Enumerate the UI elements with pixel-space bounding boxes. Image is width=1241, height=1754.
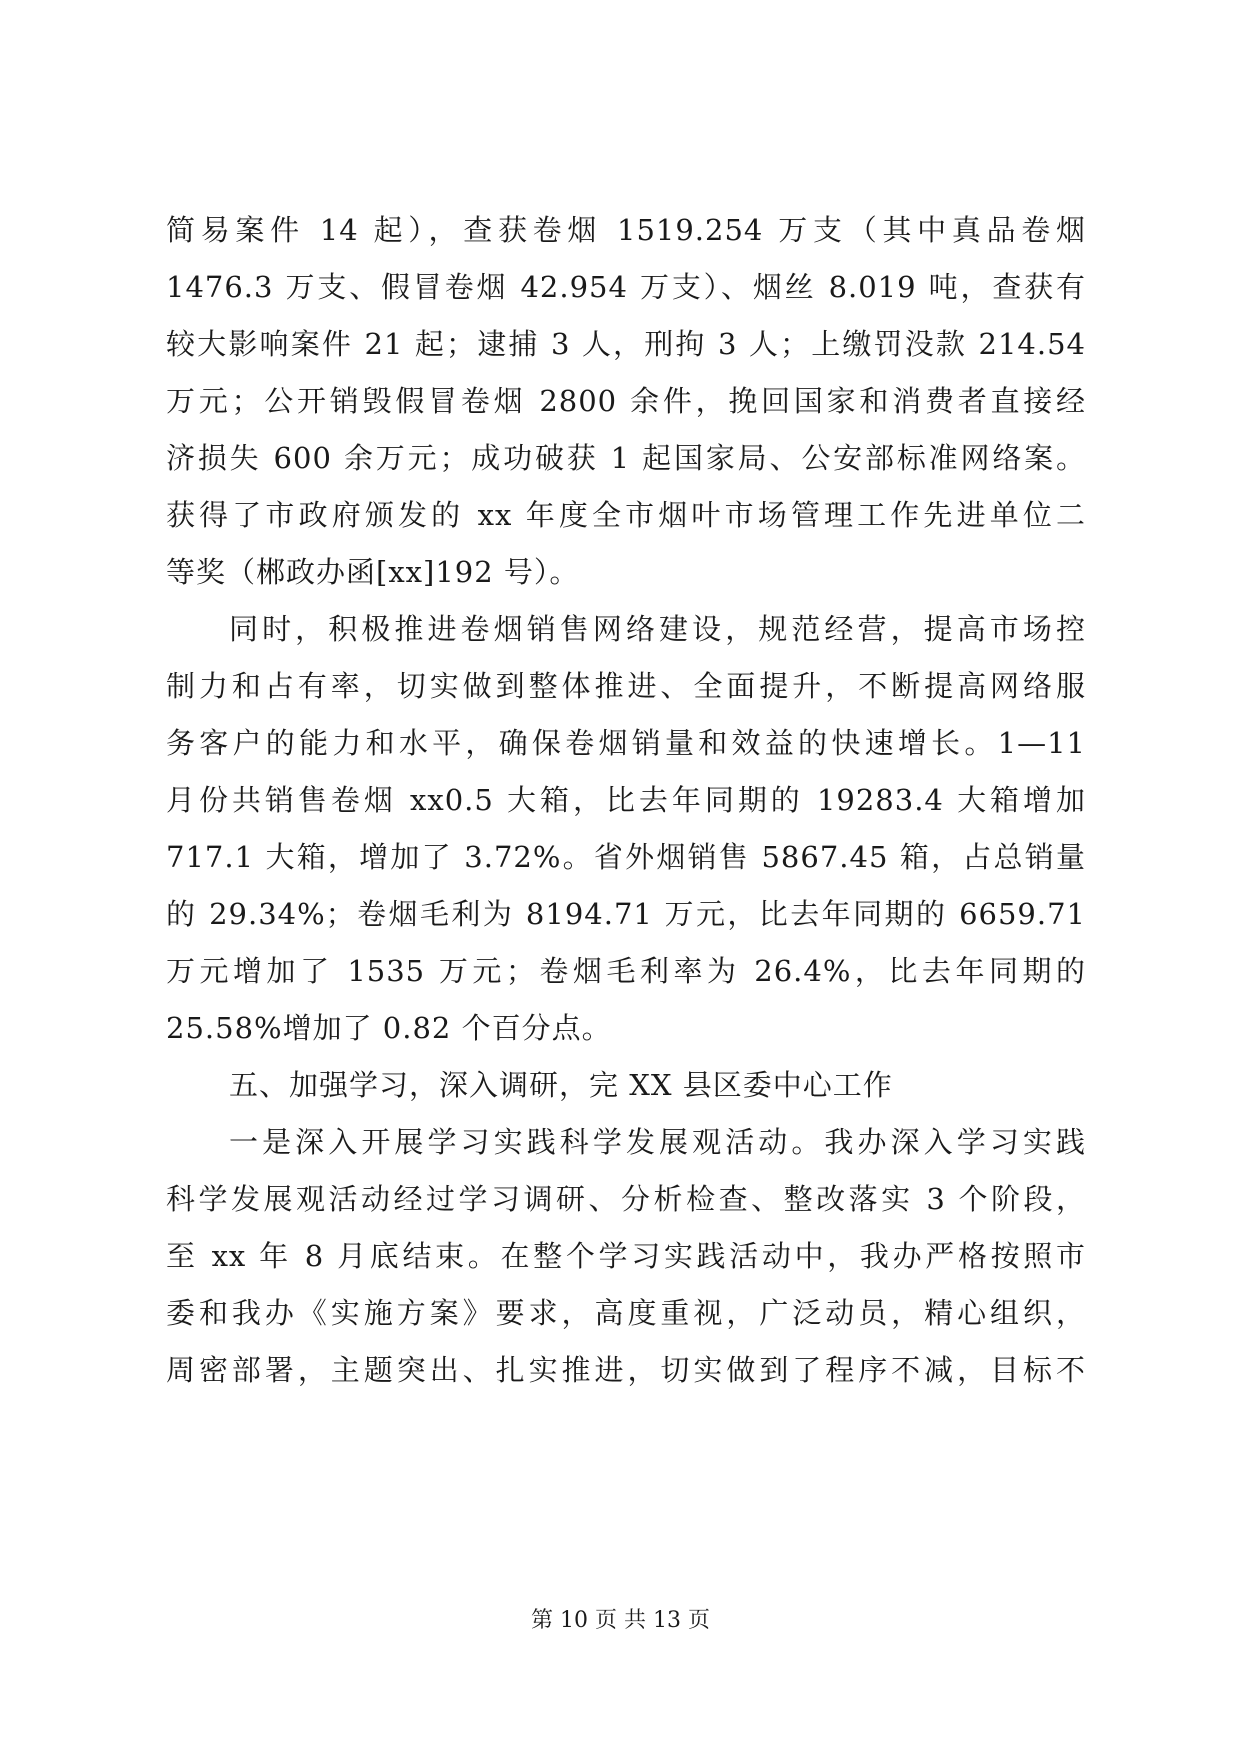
paragraph-first-line: 一是深入开展学习实践科学发展观活动。我办深入学习实践 bbox=[229, 1125, 1086, 1159]
body-line: 获得了市政府颁发的 xx 年度全市烟叶市场管理工作先进单位二 bbox=[166, 498, 1086, 532]
body-line: 1476.3 万支、假冒卷烟 42.954 万支）、烟丝 8.019 吨，查获有 bbox=[166, 270, 1086, 304]
body-line: 周密部署，主题突出、扎实推进，切实做到了程序不减，目标不 bbox=[166, 1353, 1086, 1387]
section-heading: 五、加强学习，深入调研，完 XX 县区委中心工作 bbox=[229, 1068, 893, 1102]
body-line: 简易案件 14 起），查获卷烟 1519.254 万支（其中真品卷烟 bbox=[166, 213, 1086, 247]
body-line: 万元增加了 1535 万元；卷烟毛利率为 26.4%，比去年同期的 bbox=[166, 954, 1086, 988]
paragraph-first-line: 同时，积极推进卷烟销售网络建设，规范经营，提高市场控 bbox=[229, 612, 1086, 646]
body-line: 万元；公开销毁假冒卷烟 2800 余件，挽回国家和消费者直接经 bbox=[166, 384, 1086, 418]
body-line: 717.1 大箱，增加了 3.72%。省外烟销售 5867.45 箱，占总销量 bbox=[166, 840, 1086, 874]
body-line: 务客户的能力和水平，确保卷烟销量和效益的快速增长。1—11 bbox=[166, 726, 1086, 760]
body-line: 月份共销售卷烟 xx0.5 大箱，比去年同期的 19283.4 大箱增加 bbox=[166, 783, 1086, 817]
body-line: 济损失 600 余万元；成功破获 1 起国家局、公安部标准网络案。 bbox=[166, 441, 1086, 475]
body-line: 委和我办《实施方案》要求，高度重视，广泛动员，精心组织， bbox=[166, 1296, 1086, 1330]
body-line: 制力和占有率，切实做到整体推进、全面提升，不断提高网络服 bbox=[166, 669, 1086, 703]
body-line: 较大影响案件 21 起；逮捕 3 人，刑拘 3 人；上缴罚没款 214.54 bbox=[166, 327, 1086, 361]
body-line: 的 29.34%；卷烟毛利为 8194.71 万元，比去年同期的 6659.71 bbox=[166, 897, 1086, 931]
body-line: 至 xx 年 8 月底结束。在整个学习实践活动中，我办严格按照市 bbox=[166, 1239, 1086, 1273]
body-line: 科学发展观活动经过学习调研、分析检查、整改落实 3 个阶段， bbox=[166, 1182, 1086, 1216]
body-line: 25.58%增加了 0.82 个百分点。 bbox=[166, 1011, 612, 1045]
body-line: 等奖（郴政办函[xx]192 号）。 bbox=[166, 555, 580, 589]
page-number-footer: 第 10 页 共 13 页 bbox=[531, 1608, 710, 1633]
